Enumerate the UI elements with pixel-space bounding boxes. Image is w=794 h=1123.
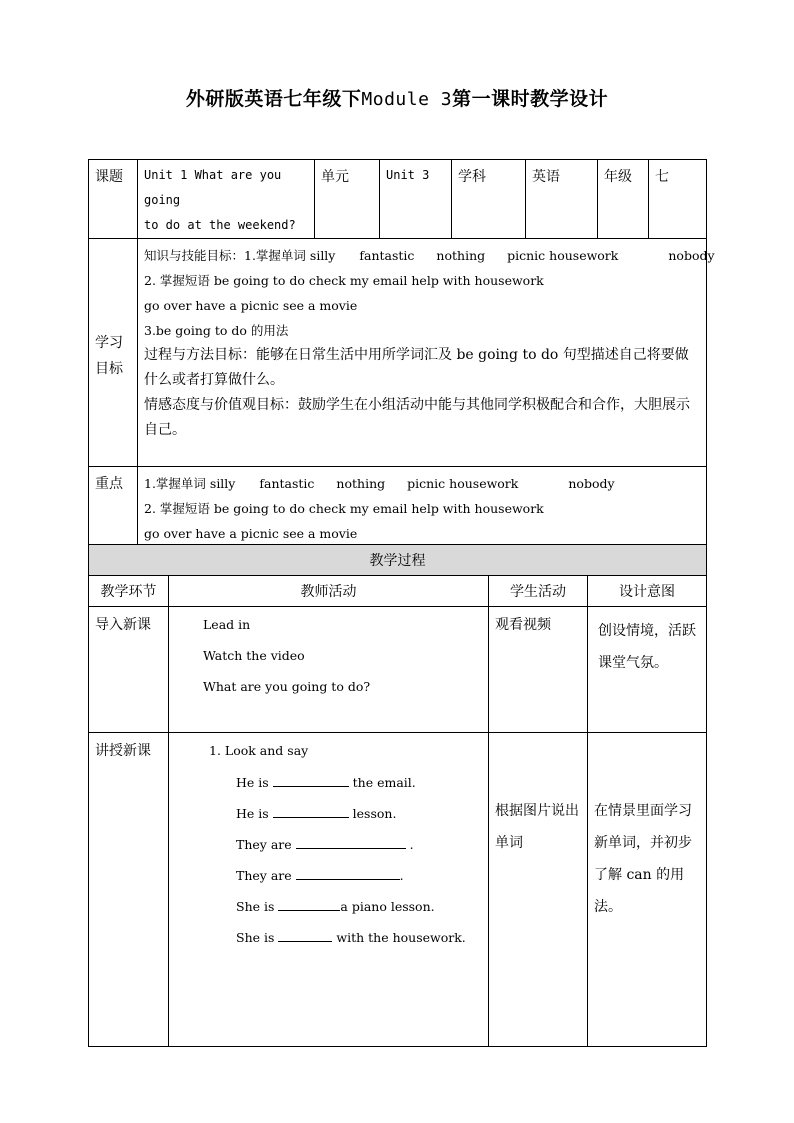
goals-label: 学习 目标 [89,239,138,467]
goals-row [89,239,707,467]
subject-label: 学科 [452,160,526,239]
student-cell: 根据图片说出单词 [489,733,588,1047]
sentence: He is lesson. [236,803,482,834]
answer-blank[interactable] [278,896,340,911]
lesson-info-table [88,159,715,575]
answer-blank[interactable] [273,803,349,818]
unit-value: Unit 3 [380,160,452,239]
topic-value: Unit 1 What are you going to do at the weekend? [138,160,315,239]
sentence: They are . [236,865,482,896]
subject-value: 英语 [526,160,598,239]
key-points-content: 1.掌握单词 silly fantastic nothing picnic housework nobody 2. 掌握短语 be going to do check my email help with housework go over have a picnic see a movie [138,467,707,547]
topic-label: 课题 [89,160,138,239]
info-row [89,160,707,239]
col-stage: 教学环节 [89,576,169,607]
answer-blank[interactable] [296,865,400,880]
intent-cell: 创设情境，活跃课堂气氛。 [588,607,707,733]
col-intent: 设计意图 [588,576,707,607]
answer-blank[interactable] [273,772,349,787]
grade-value: 七 [649,160,707,239]
goals-content: 知识与技能目标：1.掌握单词 silly fantastic nothing picnic housework nobody 2. 掌握短语 be going to do check my email help with housework go over have a picnic see a movie 3.be going to do 的用法 过程与方法目标：能够在日常生活中用所学词汇及 be going to do 句型描述自己将要做什么或者打算做什么。 情感态度与价值观目标：鼓励学生在小组活动中能与其他同学积极配合和合作，大胆展示自己。 [138,239,707,467]
col-student: 学生活动 [489,576,588,607]
intent-cell: 在情景里面学习新单词，并初步了解 can 的用法。 [588,733,707,1047]
unit-label: 单元 [315,160,380,239]
key-points-label: 重点 [89,467,138,547]
table-row [89,733,707,1047]
table-row [89,607,707,733]
stage-cell: 导入新课 [89,607,169,733]
stage-cell: 讲授新课 [89,733,169,1047]
process-table [88,544,707,1047]
page-title: 外研版英语七年级下Module 3第一课时教学设计 [185,88,609,110]
student-cell: 观看视频 [489,607,588,733]
sentence: She is with the housework. [236,927,482,958]
key-points-row [89,467,707,547]
sentence: They are . [236,834,482,865]
teacher-cell: Lead in Watch the video What are you going to do? [169,607,489,733]
process-header-row [89,545,707,576]
grade-label: 年级 [598,160,649,239]
process-columns-row [89,576,707,607]
sentence: She is a piano lesson. [236,896,482,927]
teacher-cell: 1. Look and say He is the email. He is lesson. They are . They are . She is a piano lesson. She is with the housework. [169,733,489,1047]
answer-blank[interactable] [296,834,406,849]
col-teacher: 教师活动 [169,576,489,607]
process-header: 教学过程 [89,545,707,576]
sentence: He is the email. [236,772,482,803]
answer-blank[interactable] [278,927,332,942]
